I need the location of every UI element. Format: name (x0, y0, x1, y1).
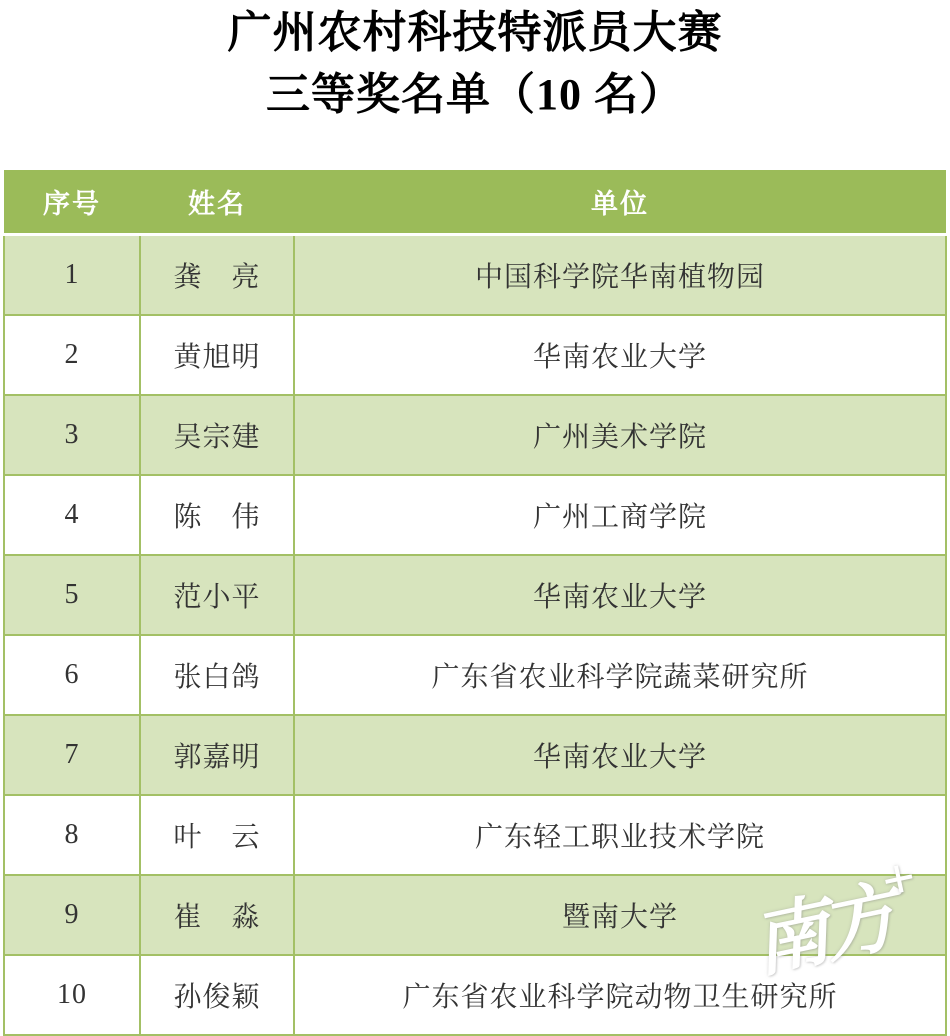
table-row (4, 395, 946, 475)
table-row (4, 955, 946, 1035)
cell-name: 范小平 (140, 555, 294, 635)
cell-unit: 广东省农业科学院蔬菜研究所 (294, 635, 946, 715)
cell-name: 吴宗建 (140, 395, 294, 475)
cell-name: 孙俊颖 (140, 955, 294, 1035)
page-title (0, 0, 950, 126)
award-winners-table (3, 170, 947, 1036)
cell-unit: 暨南大学 (294, 875, 946, 955)
col-header-unit: 单位 (294, 170, 946, 235)
cell-name: 崔 淼 (140, 875, 294, 955)
cell-unit: 中国科学院华南植物园 (294, 235, 946, 316)
cell-unit: 华南农业大学 (294, 315, 946, 395)
table-row (4, 715, 946, 795)
plus-icon: + (875, 843, 922, 915)
table-row (4, 475, 946, 555)
table-row (4, 315, 946, 395)
cell-number: 10 (4, 955, 140, 1035)
cell-unit: 广东轻工职业技术学院 (294, 795, 946, 875)
table-row (4, 795, 946, 875)
cell-number: 8 (4, 795, 140, 875)
page-title-line2: 三等奖名单（10 名） (266, 70, 684, 119)
cell-unit: 广州工商学院 (294, 475, 946, 555)
watermark-text: 南方 (745, 875, 900, 988)
cell-number: 6 (4, 635, 140, 715)
cell-name: 郭嘉明 (140, 715, 294, 795)
cell-name: 黄旭明 (140, 315, 294, 395)
cell-name: 龚 亮 (140, 235, 294, 316)
cell-unit: 华南农业大学 (294, 715, 946, 795)
cell-number: 4 (4, 475, 140, 555)
cell-name: 陈 伟 (140, 475, 294, 555)
cell-name: 叶 云 (140, 795, 294, 875)
cell-number: 7 (4, 715, 140, 795)
cell-name: 张白鸽 (140, 635, 294, 715)
cell-unit: 广州美术学院 (294, 395, 946, 475)
cell-number: 9 (4, 875, 140, 955)
table-row (4, 635, 946, 715)
col-header-number: 序号 (4, 170, 140, 235)
cell-unit: 华南农业大学 (294, 555, 946, 635)
page-title-line1: 广州农村科技特派员大赛 (227, 8, 723, 57)
cell-unit: 广东省农业科学院动物卫生研究所 (294, 955, 946, 1035)
table-header-row (4, 170, 946, 235)
cell-number: 3 (4, 395, 140, 475)
table-row (4, 555, 946, 635)
cell-number: 5 (4, 555, 140, 635)
table-row (4, 875, 946, 955)
cell-number: 1 (4, 235, 140, 316)
cell-number: 2 (4, 315, 140, 395)
col-header-name: 姓名 (140, 170, 294, 235)
table-row (4, 235, 946, 316)
